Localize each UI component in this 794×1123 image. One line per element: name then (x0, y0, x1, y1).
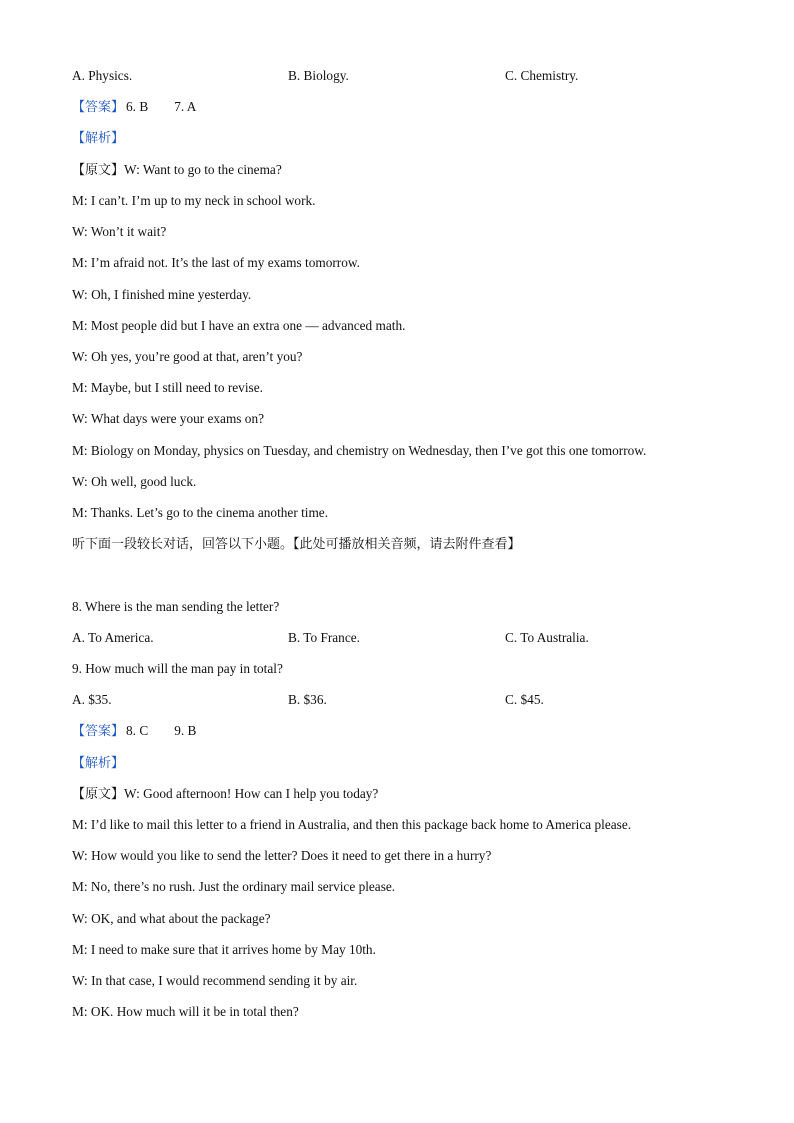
q8-options (72, 629, 722, 647)
transcript-line: M: No, there’s no rush. Just the ordinary mail service please. (72, 879, 396, 894)
transcript-line: M: OK. How much will it be in total then? (72, 1004, 299, 1019)
q9-question: 9. How much will the man pay in total? (72, 661, 283, 676)
transcript-line: W: Want to go to the cinema? (124, 162, 282, 177)
q7-option-a: A. Physics. (72, 68, 133, 83)
transcript-tag: 【原文】 (72, 163, 125, 178)
q7-options (72, 67, 722, 85)
q8-question: 8. Where is the man sending the letter? (72, 599, 280, 614)
answer-tag: 【答案】 (72, 100, 125, 115)
q7-option-c: C. Chemistry. (505, 68, 579, 83)
q9-options (72, 691, 722, 709)
transcript-line: M: Maybe, but I still need to revise. (72, 380, 263, 395)
q9-option-a: A. $35. (72, 692, 112, 707)
answer-8: 8. C (126, 723, 149, 738)
answer-9: 9. B (174, 723, 197, 738)
q8-option-b: B. To France. (288, 630, 360, 645)
transcript-line: M: I’m afraid not. It’s the last of my exams tomorrow. (72, 255, 360, 270)
listening-instruction: 听下面一段较长对话，回答以下小题。【此处可播放相关音频，请去附件查看】 (72, 537, 521, 552)
transcript-line: W: Oh well, good luck. (72, 474, 197, 489)
transcript-line: M: I can’t. I’m up to my neck in school work. (72, 193, 316, 208)
q8-option-a: A. To America. (72, 630, 154, 645)
transcript-tag: 【原文】 (72, 787, 125, 802)
q8-option-c: C. To Australia. (505, 630, 589, 645)
transcript-line: W: Won’t it wait? (72, 224, 167, 239)
q7-option-b: B. Biology. (288, 68, 349, 83)
transcript-line: M: Biology on Monday, physics on Tuesday, and chemistry on Wednesday, then I’ve got this one tomorrow. (72, 443, 647, 458)
transcript-line: W: How would you like to send the letter? Does it need to get there in a hurry? (72, 848, 492, 863)
transcript-line: W: Good afternoon! How can I help you today? (124, 786, 379, 801)
answer-tag: 【答案】 (72, 724, 125, 739)
analysis-line-2 (72, 754, 124, 773)
q9-option-b: B. $36. (288, 692, 327, 707)
transcript-line: W: What days were your exams on? (72, 411, 264, 426)
answer-6: 6. B (126, 99, 149, 114)
analysis-tag: 【解析】 (72, 756, 125, 771)
transcript-line: M: I’d like to mail this letter to a friend in Australia, and then this package back home to America please. (72, 817, 632, 832)
transcript-line: M: I need to make sure that it arrives home by May 10th. (72, 942, 376, 957)
transcript-line: W: In that case, I would recommend sending it by air. (72, 973, 358, 988)
answer-7: 7. A (174, 99, 197, 114)
transcript-2-first (72, 785, 378, 804)
answer-line-1 (72, 98, 196, 117)
transcript-line: W: OK, and what about the package? (72, 911, 271, 926)
analysis-tag: 【解析】 (72, 131, 125, 146)
q9-option-c: C. $45. (505, 692, 544, 707)
transcript-1-first (72, 161, 282, 180)
transcript-line: W: Oh, I finished mine yesterday. (72, 287, 252, 302)
transcript-line: M: Thanks. Let’s go to the cinema another time. (72, 505, 329, 520)
transcript-line: W: Oh yes, you’re good at that, aren’t you? (72, 349, 303, 364)
analysis-line-1 (72, 129, 124, 148)
answer-line-2 (72, 722, 196, 741)
transcript-line: M: Most people did but I have an extra one — advanced math. (72, 318, 406, 333)
